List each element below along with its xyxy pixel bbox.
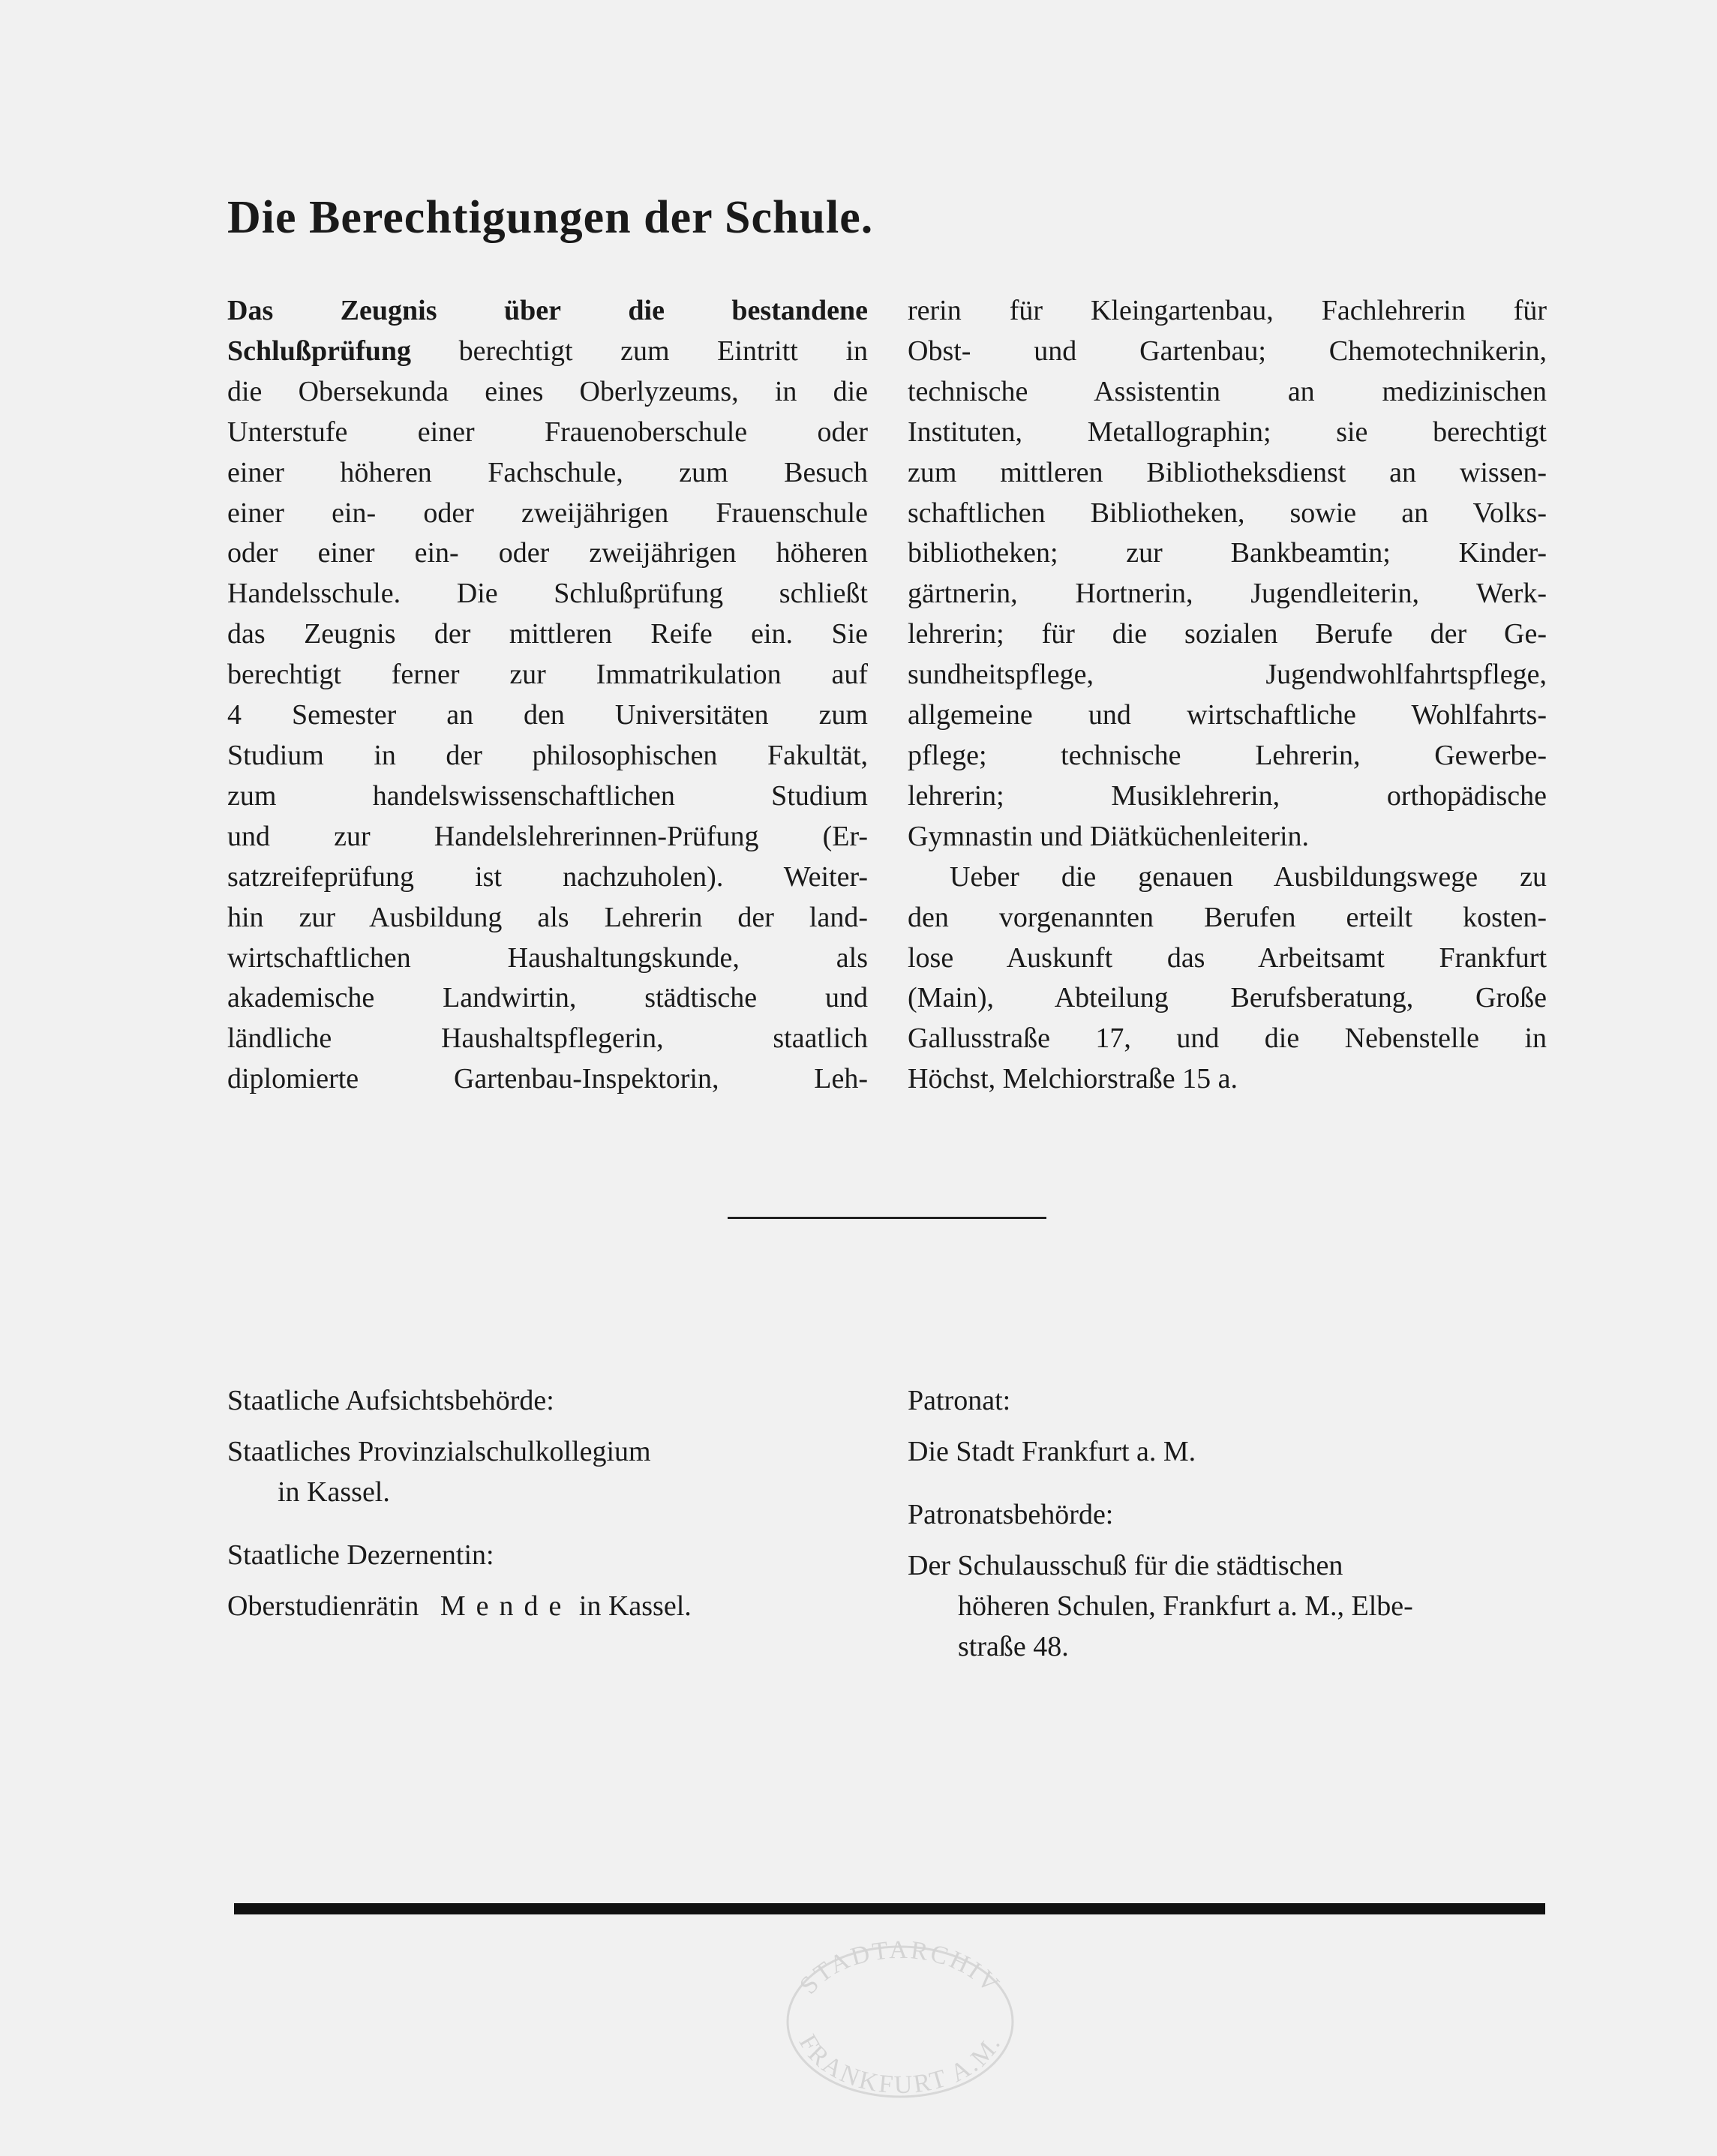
stamp-text-top: STADTARCHIV <box>794 1939 1006 2000</box>
right-line: pflege; technische Lehrerin, Gewerbe- <box>908 739 1547 771</box>
lead-bold-text: Das Zeugnis über die bestandene <box>227 295 868 326</box>
left-line: akademische Landwirtin, städtische und <box>227 982 868 1014</box>
left-line: Unterstufe einer Frauenoberschule oder <box>227 416 868 448</box>
right-paragraph-1 <box>908 291 1547 857</box>
patronatsbehoerde-value-2: höheren Schulen, Frankfurt a. M., Elbe- <box>958 1590 1413 1622</box>
left-line: hin zur Ausbildung als Lehrerin der land- <box>227 901 868 933</box>
left-line: wirtschaftlichen Haushaltungskunde, als <box>227 941 868 974</box>
right-line: sundheitspflege, Jugendwohlfahrtspflege, <box>908 659 1547 691</box>
left-line: Studium in der philosophischen Fakultät, <box>227 739 868 771</box>
left-line-1 <box>227 291 868 332</box>
right-line: Höchst, Melchiorstraße 15 a. <box>908 1063 1238 1095</box>
lead-bold-text-2: Schlußprüfung <box>227 335 412 367</box>
left-line-2 <box>227 332 868 372</box>
authority-location: in Kassel. <box>278 1476 390 1508</box>
left-line: einer höheren Fachschule, zum Besuch <box>227 456 868 488</box>
left-line: einer ein- oder zweijährigen Frauenschule <box>227 497 868 529</box>
left-line: berechtigt ferner zur Immatrikulation auf <box>227 659 868 691</box>
right-line: Instituten, Metallographin; sie berechtigt <box>908 416 1547 448</box>
dezernentin-name: Mende <box>440 1590 572 1622</box>
right-line: Ueber die genauen Ausbildungswege zu <box>950 860 1547 893</box>
right-line: rerin für Kleingartenbau, Fachlehrerin für <box>908 295 1547 326</box>
patronatsbehoerde-label: Patronatsbehörde: <box>908 1499 1114 1530</box>
bottom-rule <box>234 1903 1545 1914</box>
right-line: Gymnastin und Diätküchenleiterin. <box>908 820 1310 852</box>
footer-right-block <box>908 1380 1413 1667</box>
left-line: Handelsschule. Die Schlußprüfung schließt <box>227 578 868 610</box>
left-line: das Zeugnis der mittleren Reife ein. Sie <box>227 618 868 650</box>
right-line: lose Auskunft das Arbeitsamt Frankfurt <box>908 941 1547 974</box>
right-line: zum mittleren Bibliotheksdienst an wissen- <box>908 456 1547 488</box>
dezernentin-value <box>227 1586 692 1626</box>
patronatsbehoerde-value: Der Schulausschuß für die städtischen <box>908 1550 1343 1581</box>
left-line-text: berechtigt zum Eintritt in <box>411 335 868 367</box>
archive-stamp <box>780 1939 1020 2104</box>
left-line: zum handelswissenschaftlichen Studium <box>227 779 868 812</box>
right-line: lehrerin; für die sozialen Berufe der Ge- <box>908 618 1547 650</box>
right-text-column <box>908 291 1547 1100</box>
left-text-column <box>227 291 868 1100</box>
right-line: Gallusstraße 17, und die Nebenstelle in <box>908 1022 1547 1055</box>
right-line: bibliotheken; zur Bankbeamtin; Kinder- <box>908 537 1547 569</box>
left-line: satzreifeprüfung ist nachzuholen). Weiter- <box>227 860 868 893</box>
footer-left-block <box>227 1380 692 1626</box>
left-line: oder einer ein- oder zweijährigen höheren <box>227 537 868 569</box>
left-line: ländliche Haushaltspflegerin, staatlich <box>227 1022 868 1055</box>
right-line: allgemeine und wirtschaftliche Wohlfahrts- <box>908 699 1547 731</box>
right-line: technische Assistentin an medizinischen <box>908 375 1547 407</box>
patronatsbehoerde-value-3: straße 48. <box>958 1631 1069 1662</box>
left-line: diplomierte Gartenbau-Inspektorin, Leh- <box>227 1063 868 1095</box>
right-line: Obst- und Gartenbau; Chemotechnikerin, <box>908 335 1547 367</box>
authority-label: Staatliche Aufsichtsbehörde: <box>227 1385 554 1416</box>
page-title: Die Berechtigungen der Schule. <box>227 192 874 243</box>
right-paragraph-2 <box>908 857 1547 1100</box>
right-line: (Main), Abteilung Berufsberatung, Große <box>908 982 1547 1014</box>
right-line: den vorgenannten Berufen erteilt kosten- <box>908 901 1547 933</box>
dezernentin-label: Staatliche Dezernentin: <box>227 1539 494 1571</box>
left-line: und zur Handelslehrerinnen-Prüfung (Er- <box>227 820 868 852</box>
left-paragraph <box>227 291 868 1100</box>
right-line: schaftlichen Bibliotheken, sowie an Volks- <box>908 497 1547 529</box>
left-line: die Obersekunda eines Oberlyzeums, in die <box>227 375 868 407</box>
dezernentin-title: Oberstudienrätin <box>227 1590 419 1622</box>
left-line: 4 Semester an den Universitäten zum <box>227 699 868 731</box>
stamp-text-bottom: FRANKFURT A.M. <box>793 2030 1007 2100</box>
right-line: gärtnerin, Hortnerin, Jugendleiterin, Werk- <box>908 578 1547 610</box>
section-divider <box>728 1217 1046 1219</box>
authority-value: Staatliches Provinzialschulkollegium <box>227 1436 651 1467</box>
patronat-label: Patronat: <box>908 1385 1011 1416</box>
patronat-value: Die Stadt Frankfurt a. M. <box>908 1436 1196 1467</box>
right-line: lehrerin; Musiklehrerin, orthopädische <box>908 779 1547 812</box>
dezernentin-location: in Kassel. <box>578 1590 692 1622</box>
